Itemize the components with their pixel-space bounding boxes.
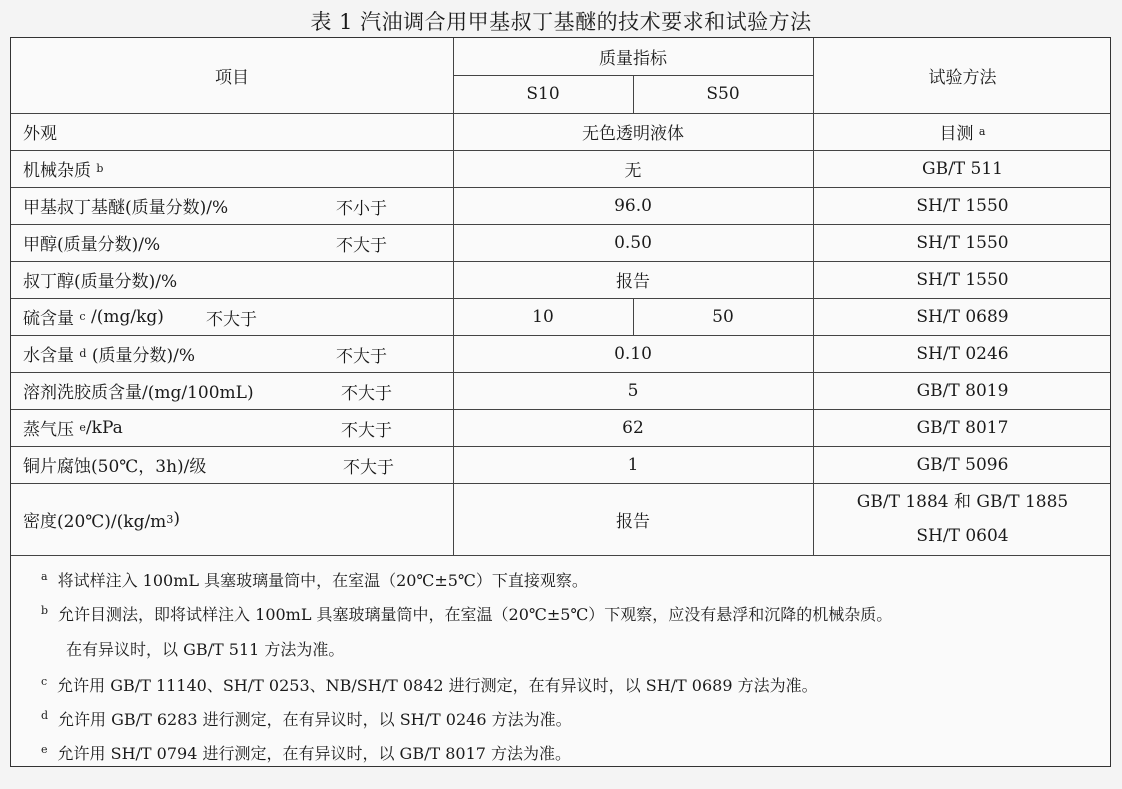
footnote-d: $^d$ 允许用 GB/T 6283 进行测定，在有异议时，以 SH/T 0246 方法为准。 [41,709,572,729]
table-row-name: 蒸气压 e /kPa [23,417,123,440]
header-grade-s10: S10 [526,84,560,104]
table-row-method: SH/T 0689 [916,306,1009,327]
table-row-value: 96.0 [614,195,652,216]
table-row-name: 叔丁醇(质量分数)/% [23,272,178,292]
footnote-c: $^c$ 允许用 GB/T 11140、SH/T 0253、NB/SH/T 0842 进行测定，在有异议时，以 SH/T 0689 方法为准。 [41,675,818,695]
limit-label: 不大于 [336,347,387,367]
table-row-value: 1 [627,454,639,475]
method-line-1: GB/T 1884 和 GB/T 1885 [856,492,1069,512]
table-row-method: SH/T 0246 [916,343,1009,364]
header-grade-s50: S50 [706,84,740,104]
table-row-value-s10: 10 [532,306,554,327]
limit-label: 不大于 [341,384,392,404]
table-row-name: 甲基叔丁基醚(质量分数)/% [23,198,229,218]
table-row-name: 硫含量 c /(mg/kg) [23,306,164,329]
table-row-name: 密度(20℃)/(kg/m 3 ) [23,509,180,532]
table-row-name: 铜片腐蚀(50℃，3h)/级 [23,457,207,477]
table-row-name: 溶剂洗胶质含量/(mg/100mL) [23,383,254,403]
table-row-method: 目测 a [939,124,986,144]
table-row-value: 0.50 [614,232,652,253]
method-line-2: SH/T 0604 [916,526,1009,546]
table-row-value-s50: 50 [712,306,734,327]
table-row-method: SH/T 1550 [916,195,1009,216]
table-row-name: 机械杂质 b [23,161,104,181]
table-row-method [813,483,1112,555]
table-row-value: 报告 [616,272,650,292]
table-row-method: GB/T 5096 [916,454,1009,475]
footnote-a: $^a$ 将试样注入 100mL 具塞玻璃量筒中，在室温（20℃±5℃）下直接观察。 [41,570,588,590]
limit-label: 不大于 [343,458,394,478]
table-row-method: GB/T 8019 [916,380,1009,401]
table-row-value: 62 [622,417,644,438]
limit-label: 不大于 [341,421,392,441]
table-row-method: SH/T 1550 [916,269,1009,290]
table-row-value: 5 [627,380,639,401]
table-row-value: 报告 [616,511,650,532]
footnote-b: $^b$ 允许目测法，即将试样注入 100mL 具塞玻璃量筒中，在室温（20℃±5℃）下观察，应没有悬浮和沉降的机械杂质。 在有异议时，以 GB/T 511 方法为准。 [41,604,893,659]
spec-table [10,37,1111,767]
table-title: 表 1 汽油调合用甲基叔丁基醚的技术要求和试验方法 [310,10,812,34]
table-row-method: SH/T 1550 [916,232,1009,253]
header-item: 项目 [215,68,249,88]
table-row-method: GB/T 511 [922,158,1003,179]
limit-label: 不大于 [336,236,387,256]
limit-label: 不小于 [336,199,387,219]
table-row-value: 0.10 [614,343,652,364]
table-row-name: 水含量 d (质量分数)/% [23,346,196,366]
footnote-e: $^e$ 允许用 SH/T 0794 进行测定，在有异议时，以 GB/T 8017 方法为准。 [41,743,572,763]
limit-label: 不大于 [206,310,257,330]
header-quality: 质量指标 [599,49,667,69]
table-row-value: 无色透明液体 [582,124,684,144]
table-row-method: GB/T 8017 [916,417,1009,438]
table-row-name: 外观 [23,124,57,144]
table-row-name: 甲醇(质量分数)/% [23,235,161,255]
header-method: 试验方法 [928,68,997,88]
table-row-value: 无 [624,161,642,181]
